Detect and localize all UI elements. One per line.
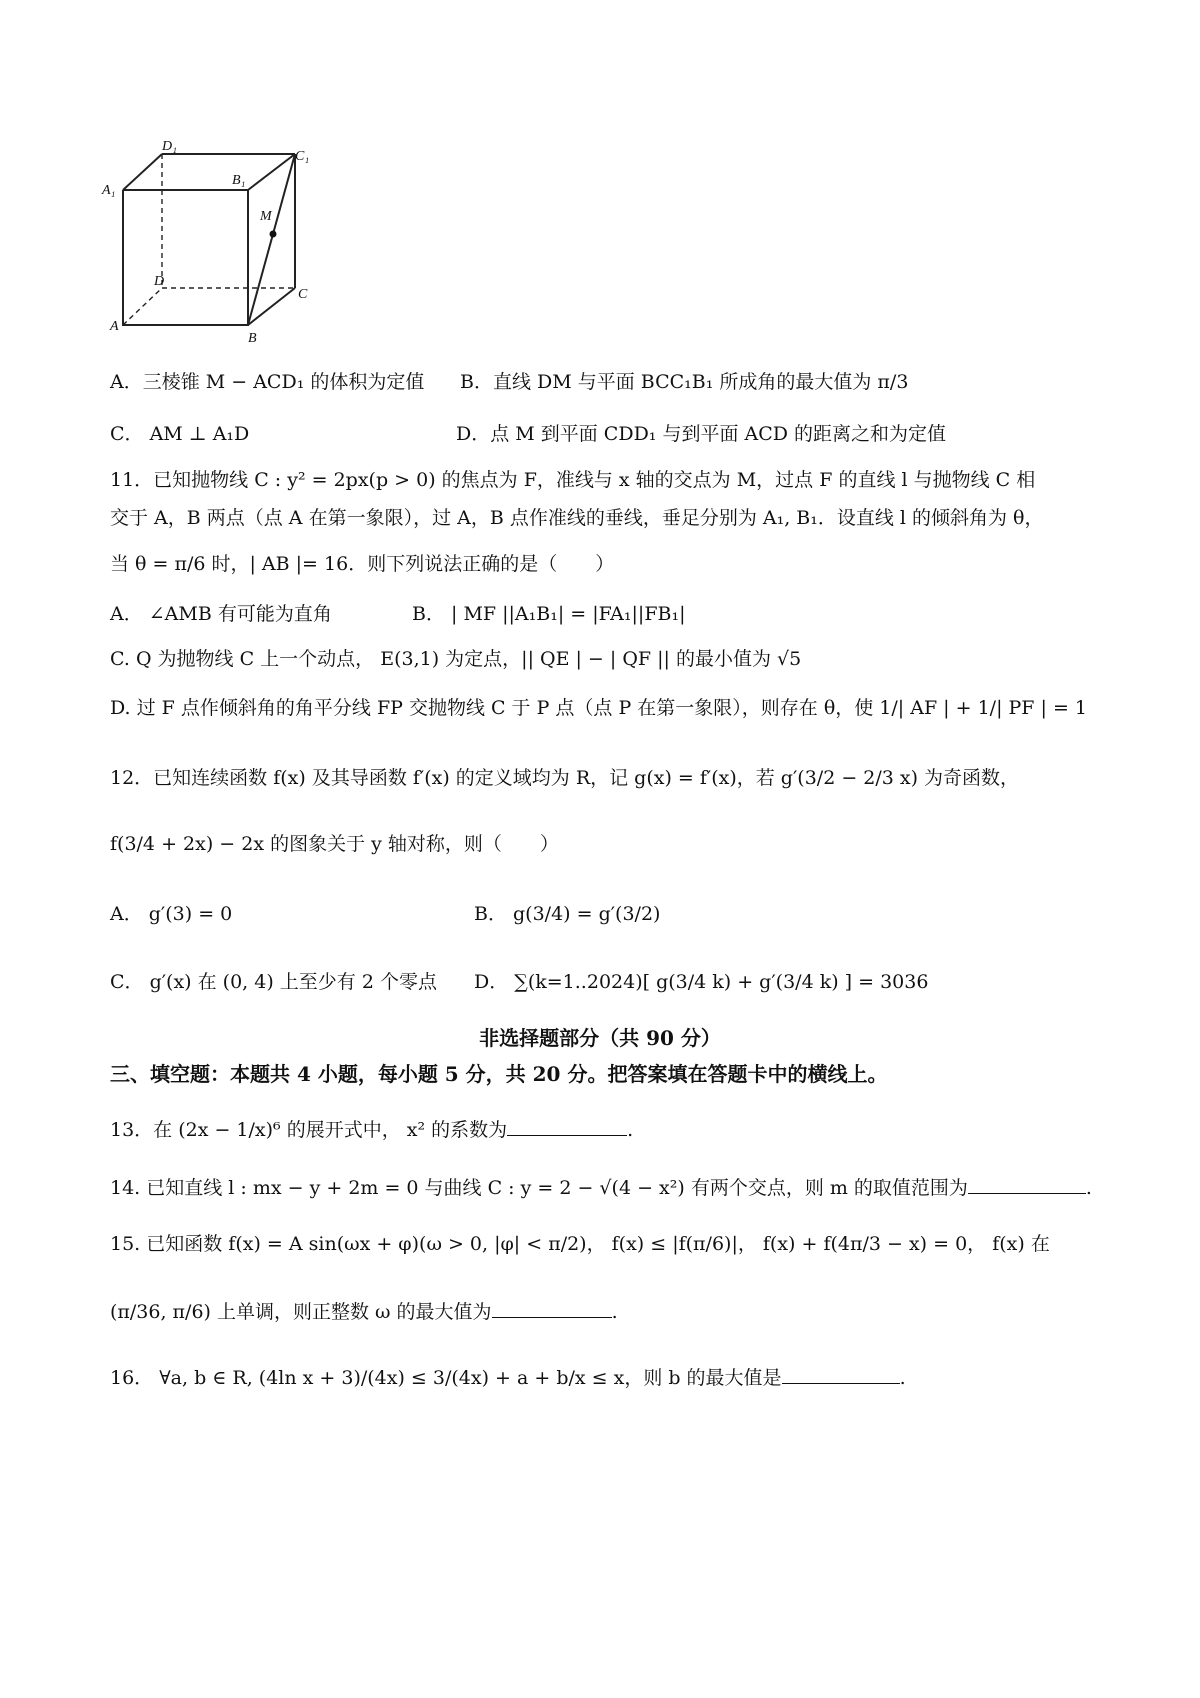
q12-option-d: D． ∑(k=1..2024)[ g(3/4 k) + g′(3/4 k) ] = 3036	[474, 971, 929, 993]
q10-option-d: D．点 M 到平面 CDD₁ 与到平面 ACD 的距离之和为定值	[456, 423, 947, 445]
section-title: 非选择题部分（共 90 分）	[479, 1026, 721, 1050]
q12-option-a: A． g′(3) = 0	[110, 903, 233, 925]
q16-blank[interactable]	[782, 1365, 900, 1384]
cube-figure	[102, 139, 330, 350]
section-three-heading: 三、填空题：本题共 4 小题，每小题 5 分，共 20 分。把答案填在答题卡中的横线上。	[110, 1062, 888, 1086]
q14-blank[interactable]	[968, 1175, 1086, 1194]
q11-stem-line3: 当 θ = π/6 时，| AB |= 16．则下列说法正确的是（ ）	[110, 553, 615, 575]
q10-option-a: A．三棱锥 M − ACD₁ 的体积为定值	[110, 371, 425, 393]
q11-stem-line1: 11．已知抛物线 C : y² = 2px(p > 0) 的焦点为 F，准线与 x 轴的交点为 M，过点 F 的直线 l 与抛物线 C 相	[110, 469, 1036, 491]
q15-blank[interactable]	[492, 1299, 612, 1318]
point-m	[270, 231, 277, 238]
q11-option-a: A． ∠AMB 有可能为直角	[110, 603, 332, 625]
q11-option-d: D. 过 F 点作倾斜角的角平分线 FP 交抛物线 C 于 P 点（点 P 在第一象限），则存在 θ，使 1/| AF | + 1/| PF | = 1	[110, 697, 1088, 719]
q12-option-b: B． g(3/4) = g′(3/2)	[474, 903, 661, 925]
q13-blank[interactable]	[507, 1117, 627, 1136]
q11-stem-line2: 交于 A，B 两点（点 A 在第一象限），过 A，B 点作准线的垂线，垂足分别为 A₁, B₁．设直线 l 的倾斜角为 θ，	[110, 507, 1044, 529]
label-b1: B₁	[232, 173, 246, 188]
q11-option-c: C. Q 为抛物线 C 上一个动点， E(3,1) 为定点，|| QE | − | QF || 的最小值为 √5	[110, 648, 802, 670]
q16-line: 16． ∀a, b ∈ R, (4ln x + 3)/(4x) ≤ 3/(4x) + a + b/x ≤ x，则 b 的最大值是 .	[110, 1367, 906, 1389]
q12-option-c: C． g′(x) 在 (0, 4) 上至少有 2 个零点	[110, 971, 437, 993]
q14-line: 14. 已知直线 l : mx − y + 2m = 0 与曲线 C : y = 2 − √(4 − x²) 有两个交点，则 m 的取值范围为 .	[110, 1177, 1092, 1199]
q13-text: 13．在 (2x − 1/x)⁶ 的展开式中， x² 的系数为	[110, 1119, 508, 1141]
label-d1: D₁	[162, 139, 177, 154]
label-d: D	[154, 274, 165, 289]
label-a1: A₁	[102, 183, 116, 198]
label-c1: C₁	[295, 149, 310, 164]
q11-option-b: B． | MF ||A₁B₁| = |FA₁||FB₁|	[412, 603, 686, 625]
q16-text: 16． ∀a, b ∈ R, (4ln x + 3)/(4x) ≤ 3/(4x) + a + b/x ≤ x，则 b 的最大值是	[110, 1367, 782, 1389]
q10-option-b: B．直线 DM 与平面 BCC₁B₁ 所成角的最大值为 π/3	[460, 371, 909, 393]
label-m: M	[260, 209, 272, 224]
q15-line2: (π/36, π/6) 上单调，则正整数 ω 的最大值为 .	[110, 1301, 618, 1323]
q13-line: 13．在 (2x − 1/x)⁶ 的展开式中， x² 的系数为 .	[110, 1119, 634, 1141]
label-b: B	[248, 331, 257, 346]
label-c: C	[298, 287, 308, 302]
q14-text: 14. 已知直线 l : mx − y + 2m = 0 与曲线 C : y = 2 − √(4 − x²) 有两个交点，则 m 的取值范围为	[110, 1177, 968, 1199]
q15-line1: 15. 已知函数 f(x) = A sin(ωx + φ)(ω > 0, |φ| < π/2)， f(x) ≤ |f(π/6)|， f(x) + f(4π/3 − x) = 0， f(x) 在	[110, 1233, 1050, 1255]
q12-stem-line2: f(3/4 + 2x) − 2x 的图象关于 y 轴对称，则（ ）	[110, 833, 559, 855]
label-a: A	[110, 319, 119, 334]
q12-stem-line1: 12．已知连续函数 f(x) 及其导函数 f′(x) 的定义域均为 R，记 g(x) = f′(x)，若 g′(3/2 − 2/3 x) 为奇函数，	[110, 767, 1020, 789]
q15-text: (π/36, π/6) 上单调，则正整数 ω 的最大值为	[110, 1301, 492, 1323]
q10-option-c: C． AM ⊥ A₁D	[110, 423, 250, 445]
